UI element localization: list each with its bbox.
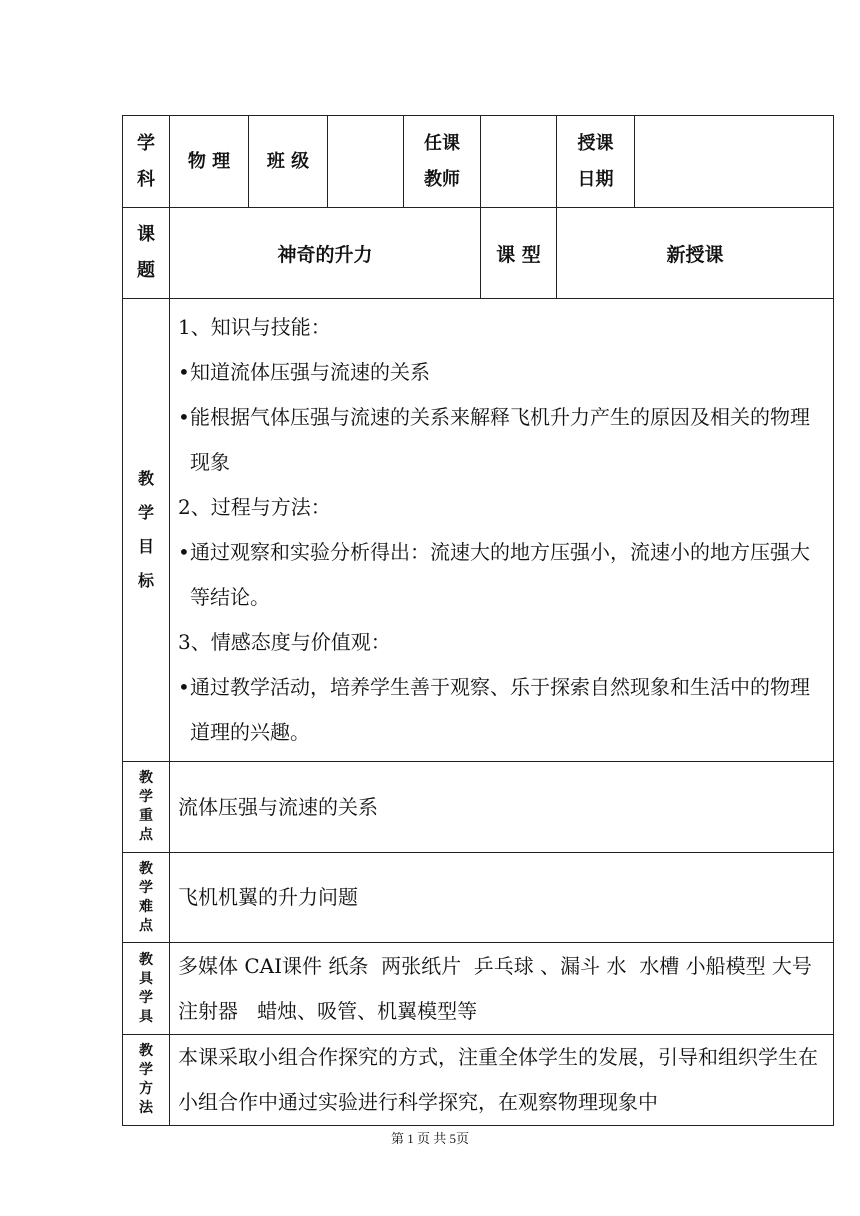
teacher-value [481,116,557,208]
goal-bullet: •通过教学活动，培养学生善于观察、乐于探索自然现象和生活中的物理道理的兴趣。 [178,675,810,744]
tools-value: 多媒体 CAI课件 纸条 两张纸片 乒乓球 、漏斗 水 水槽 小船模型 大号注射器 蜡烛、吸管、机翼模型等 [170,943,834,1035]
date-value [635,116,834,208]
goal-bullet: •通过观察和实验分析得出：流速大的地方压强小，流速小的地方压强大等结论。 [178,540,810,609]
key-point-label: 教 学 重 点 [123,762,170,853]
topic-label: 课 题 [123,208,170,299]
topic-row [123,208,834,299]
goals-row [123,299,834,762]
goal-section-heading: 3、情感态度与价值观： [178,630,391,654]
method-label: 教 学 方 法 [123,1035,170,1126]
header-row [123,116,834,208]
class-value [328,116,404,208]
key-point-value: 流体压强与流速的关系 [170,762,834,853]
goals-label: 教 学 目 标 [123,299,170,762]
tools-row [123,943,834,1035]
type-label: 课 型 [481,208,557,299]
goal-bullet: •能根据气体压强与流速的关系来解释飞机升力产生的原因及相关的物理现象 [178,405,810,474]
topic-value: 神奇的升力 [170,208,481,299]
method-row [123,1035,834,1126]
difficulty-value: 飞机机翼的升力问题 [170,853,834,943]
subject-value: 物 理 [170,116,249,208]
goal-bullet: •知道流体压强与流速的关系 [178,360,430,384]
date-label: 授课 日期 [557,116,635,208]
teacher-label: 任课 教师 [404,116,481,208]
page-footer: 第 1 页 共 5页 [390,1131,469,1146]
class-label: 班 级 [249,116,328,208]
method-value: 本课采取小组合作探究的方式，注重全体学生的发展，引导和组织学生在小组合作中通过实验进行科学探究，在观察物理现象中 [170,1035,834,1126]
tools-label: 教 具 学 具 [123,943,170,1035]
lesson-plan-table [122,115,834,1126]
difficulty-row [123,853,834,943]
goal-section-heading: 1、知识与技能： [178,315,331,339]
key-point-row [123,762,834,853]
type-value: 新授课 [557,208,834,299]
subject-label: 学 科 [123,116,170,208]
goals-content [170,299,834,762]
goal-section-heading: 2、过程与方法： [178,495,331,519]
difficulty-label: 教 学 难 点 [123,853,170,943]
